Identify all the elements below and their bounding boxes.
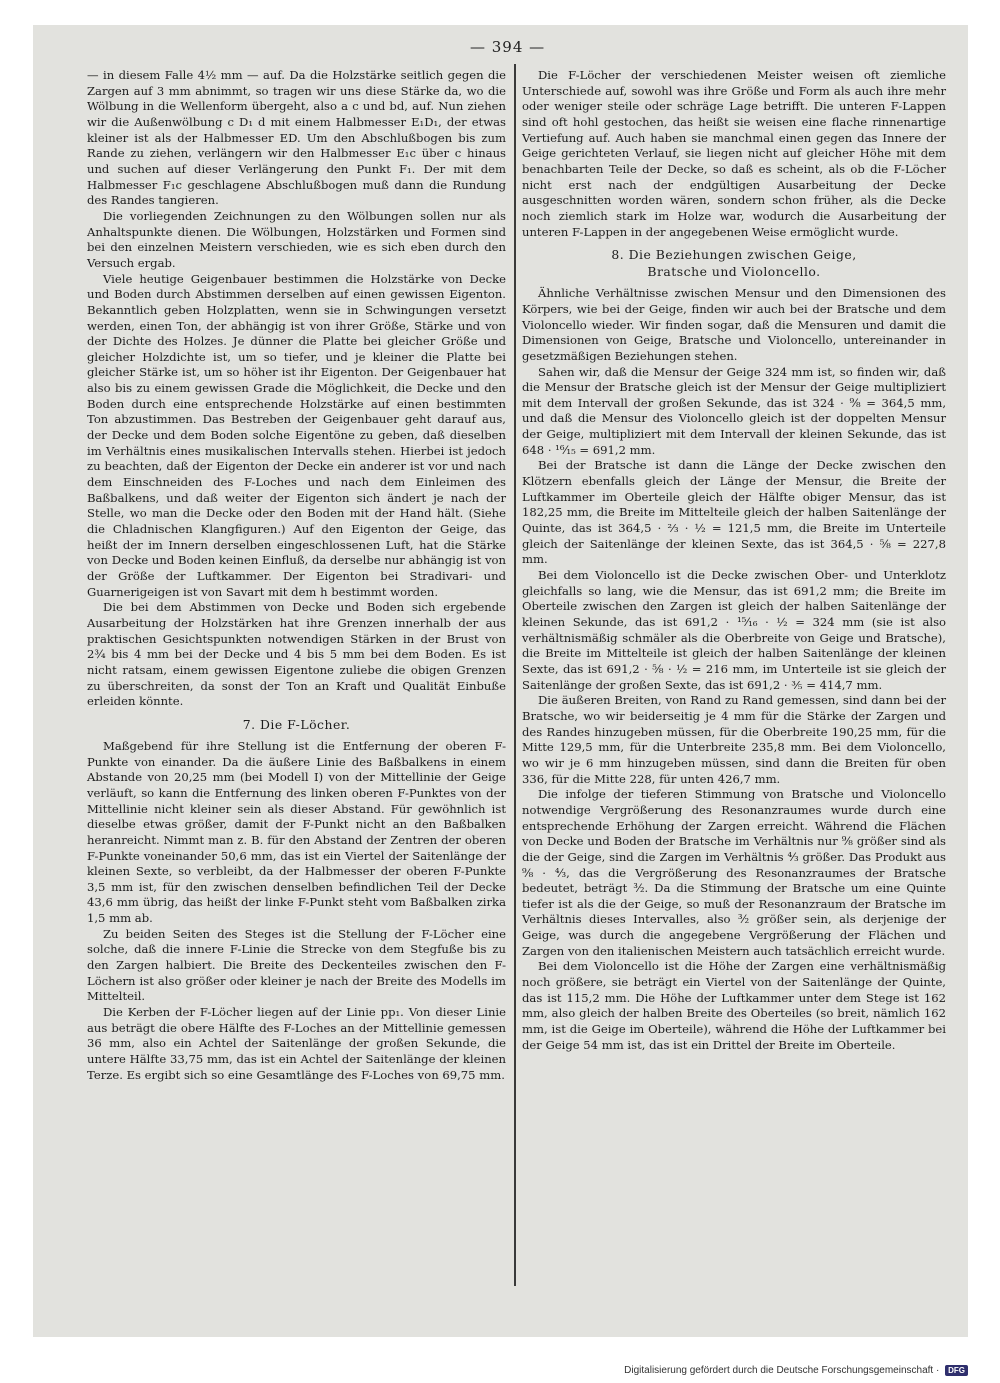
paragraph: Viele heutige Geigenbauer bestimmen die Holzstärke von Decke und Boden durch Abstimmen derselben auf einen gewissen Eigenton. Bekanntlich geben Holzplatten, wenn sie in Schwingungen versetzt werden, einen Ton, der abhängig ist von ihrer Größe, Stärke und von der Dichte des Holzes. Je dünner die Platte bei gleicher Größe und gleicher Holzdichte ist, um so tiefer, und je kleiner die Platte bei gleicher Stärke ist, um so höher ist ihr Eigenton. Der Geigenbauer hat also bis zu einem gewissen Grade die Möglichkeit, die Decke und den Boden durch eine entsprechende Holzstärke auf einen bestimmten Ton abzustimmen. Das Bestreben der Geigenbauer geht darauf aus, der Decke und dem Boden solche Eigentöne zu geben, daß dieselben im Verhältnis eines musikalischen Intervalls stehen. Hierbei ist jedoch zu beachten, daß der Eigenton der Decke ein anderer ist vor und nach dem Einschneiden des F-Loches und nach dem Einleimen des Baßbalkens, und daß weiter der Eigenton sich ändert je nach der Stelle, wo man die Decke oder den Boden mit der Hand hält. (Siehe die Chladnischen Klangfiguren.) Auf den Eigenton der Geige, das heißt der im Innern derselben eingeschlossenen Luft, hat die Stärke von Decke und Boden keinen Einfluß, da derselbe nur abhängig ist von der Größe der Luftkammer. Der Eigenton bei Stradivari- und Guarnerigeigen ist von Savart mit dem h bestimmt worden.	[87, 271, 506, 599]
left-column	[87, 68, 506, 1083]
section-heading-f-loecher: 7. Die F-Löcher.	[242, 716, 351, 732]
paragraph: Die äußeren Breiten, von Rand zu Rand gemessen, sind dann bei der Bratsche, wo wir beiderseitig je 4 mm für die Stärke der Zargen und des Randes hinzugeben müssen, für die Oberbreite 190,25 mm, für die Mitte 129,5 mm, für die Unterbreite 235,8 mm. Bei dem Violoncello, wo wir je 6 mm hinzugeben müssen, sind dann die Breiten für oben 336, für die Mitte 228, für unten 426,7 mm.	[522, 693, 946, 786]
paragraph: Die vorliegenden Zeichnungen zu den Wölbungen sollen nur als Anhaltspunkte dienen. Die Wölbungen, Holzstärken und Formen sind bei den einzelnen Meistern verschieden, wie es sich eben durch den Versuch ergab.	[87, 208, 506, 270]
paragraph: Die bei dem Abstimmen von Decke und Boden sich ergebende Ausarbeitung der Holzstärken hat ihre Grenzen innerhalb der aus praktischen Gesichtspunkten notwendigen Stärken in der Brust von 2¾ bis 4 mm bei der Decke und 4 bis 5 mm bei dem Boden. Es ist nicht ratsam, einem gewissen Eigentone zuliebe die obigen Grenzen zu überschreiten, da sonst der Ton an Kraft und Qualität Einbuße erleiden könnte.	[87, 600, 506, 709]
paragraph: Ähnliche Verhältnisse zwischen Mensur und den Dimensionen des Körpers, wie bei der Geige, finden wir auch bei der Bratsche und dem Violoncello wieder. Wir finden sogar, daß die Mensuren und damit die Dimensionen von Geige, Bratsche und Violoncello, untereinander in gesetzmäßigen Beziehungen stehen.	[522, 286, 946, 363]
paragraph: Bei der Bratsche ist dann die Länge der Decke zwischen den Klötzern ebenfalls gleich der Länge der Mensur, die Breite der Luftkammer im Oberteile gleich der Hälfte obiger Mensur, das ist 182,25 mm, die Breite im Mittelteile gleich der halben Saitenlänge der Quinte, das ist 364,5 · ⅔ · ½ = 121,5 mm, die Breite im Unterteile gleich der Saitenlänge der kleinen Sexte, das ist 364,5 · ⅝ = 227,8 mm.	[522, 458, 946, 567]
paragraph: Maßgebend für ihre Stellung ist die Entfernung der oberen F-Punkte von einander. Da die äußere Linie des Baßbalkens in einem Abstande von 20,25 mm (bei Modell I) von der Mittellinie der Geige verläuft, so kann die Entfernung des linken oberen F-Punktes von der Mittellinie nicht kleiner sein als dieser Abstand. Für gewöhnlich ist dieselbe etwas größer, damit der F-Punkt nicht an den Baßbalken heranreicht. Nimmt man z. B. für den Abstand der Zentren der oberen F-Punkte voneinander 50,6 mm, das ist ein Viertel der Saitenlänge der kleinen Sexte, so verbleibt, da der Halbmesser der oberen F-Punkte 3,5 mm ist, für den zwischen denselben befindlichen Teil der Decke 43,6 mm übrig, das heißt der linke F-Punkt steht vom Baßbalken zirka 1,5 mm ab.	[87, 738, 506, 926]
paragraph: — in diesem Falle 4½ mm — auf. Da die Holzstärke seitlich gegen die Zargen auf 3 mm abnimmt, so tragen wir uns diese Stärke da, wo die Wölbung in die Wellenform übergeht, also a c und bd, auf. Nun ziehen wir die Außenwölbung c D₁ d mit einem Halbmesser E₁D₁, der etwas kleiner ist als der Halbmesser ED. Um den Abschlußbogen bis zum Rande zu ziehen, verlängern wir den Halbmesser E₁c über c hinaus und suchen auf dieser Verlängerung den Punkt F₁. Der mit dem Halbmesser F₁c geschlagene Abschlußbogen muß dann die Rundung des Randes tangieren.	[87, 68, 506, 208]
footer-text: Digitalisierung gefördert durch die Deutsche Forschungsgemeinschaft ·	[624, 1365, 940, 1377]
paragraph: Die infolge der tieferen Stimmung von Bratsche und Violoncello notwendige Vergrößerung des Resonanzraumes wurde durch eine entsprechende Erhöhung der Zargen erreicht. Während die Flächen von Decke und Boden der Bratsche im Verhältnis nur ⁹⁄₈ größer sind als die der Geige, sind die Zargen im Verhältnis ⁴⁄₃ größer. Das Produkt aus ⁹⁄₈ · ⁴⁄₃, das die Vergrößerung des Resonanzraumes der Bratsche bedeutet, beträgt ³⁄₂. Da die Stimmung der Bratsche um eine Quinte tiefer ist als die der Geige, so muß der Resonanzraum der Bratsche im Verhältnis dieses Intervalles, also ³⁄₂ größer sein, als derjenige der Geige, was durch die angegebene Vergrößerung der Flächen und Zargen von den italienischen Meistern auch tatsächlich erreicht wurde.	[522, 787, 946, 958]
column-divider	[514, 64, 516, 1286]
right-column	[522, 68, 946, 1053]
section-heading-beziehungen	[522, 246, 946, 280]
paragraph: Bei dem Violoncello ist die Höhe der Zargen eine verhältnismäßig noch größere, sie beträgt ein Viertel von der Saitenlänge der Quinte, das ist 115,2 mm. Die Höhe der Luftkammer unter dem Stege ist 162 mm, also gleich der halben Breite des Oberteiles (so breit, nämlich 162 mm, ist die Geige im Oberteile), während die Höhe der Luftkammer bei der Geige 54 mm ist, das ist ein Drittel der Breite im Oberteile.	[522, 959, 946, 1052]
paragraph: Sahen wir, daß die Mensur der Geige 324 mm ist, so finden wir, daß die Mensur der Bratsche gleich ist der Mensur der Geige multipliziert mit dem Intervall der großen Sekunde, das ist 324 · ⁹⁄₈ = 364,5 mm, und daß die Mensur des Violoncello gleich ist der doppelten Mensur der Geige, multipliziert mit dem Intervall der kleinen Sekunde, das ist 648 · ¹⁶⁄₁₅ = 691,2 mm.	[522, 364, 946, 457]
page-number: — 394 —	[470, 38, 546, 56]
paragraph: Bei dem Violoncello ist die Decke zwischen Ober- und Unterklotz gleichfalls so lang, wie die Mensur, das ist 691,2 mm; die Breite im Oberteile zwischen den Zargen ist gleich der halben Saitenlänge der kleinen Sekunde, das ist 691,2 · ¹⁵⁄₁₆ · ½ = 324 mm (sie ist also verhältnismäßig schmäler als die Oberbreite von Geige und Bratsche), die Breite im Mittelteile ist gleich der halben Saitenlänge der kleinen Sexte, das ist 691,2 · ⅝ · ½ = 216 mm, im Unterteile ist sie gleich der Saitenlänge der großen Sexte, das ist 691,2 · ⅗ = 414,7 mm.	[522, 568, 946, 692]
paragraph: Zu beiden Seiten des Steges ist die Stellung der F-Löcher eine solche, daß die innere F-Linie die Strecke von dem Stegfuße bis zu den Zargen halbiert. Die Breite des Deckenteiles zwischen den F-Löchern ist also größer oder kleiner je nach der Breite des Modells im Mittelteil.	[87, 926, 506, 1004]
footer-credit	[500, 1365, 968, 1376]
heading-line: Bratsche und Violoncello.	[647, 264, 821, 280]
dfg-logo: DFG	[945, 1365, 968, 1376]
paragraph: Die F-Löcher der verschiedenen Meister weisen oft ziemliche Unterschiede auf, sowohl was ihre Größe und Form als auch ihre mehr oder weniger steile oder schräge Lage betrifft. Die unteren F-Lappen sind oft hohl gestochen, das heißt sie weisen eine flache rinnenartige Vertiefung auf. Auch haben sie manchmal einen gegen das Innere der Geige gerichteten Verlauf, sie liegen nicht auf gleicher Höhe mit dem benachbarten Teile der Decke, so daß es scheint, als ob die F-Löcher nicht erst nach der endgültigen Ausarbeitung der Decke ausgeschnitten worden wären, sondern schon früher, als die Decke noch ziemlich stark im Holze war, wodurch die Ausarbeitung der unteren F-Lappen in der angegebenen Weise ermöglicht wurde.	[522, 68, 946, 239]
heading-line: 8. Die Beziehungen zwischen Geige,	[611, 247, 857, 263]
paragraph: Die Kerben der F-Löcher liegen auf der Linie pp₁. Von dieser Linie aus beträgt die obere Hälfte des F-Loches an der Mittellinie gemessen 36 mm, also ein Achtel der Saitenlänge der großen Sekunde, die untere Hälfte 33,75 mm, das ist ein Achtel der Saitenlänge der kleinen Terze. Es ergibt sich so eine Gesamtlänge des F-Loches von 69,75 mm.	[87, 1005, 506, 1082]
